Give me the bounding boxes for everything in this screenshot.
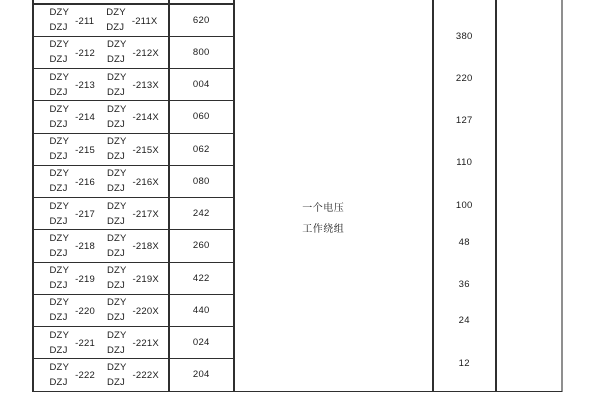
model-prefix-stack	[50, 5, 70, 35]
table-row	[34, 166, 169, 198]
model-code: 062	[192, 143, 210, 155]
model-suffix: -216	[75, 176, 95, 188]
model-prefix: DZJ	[49, 312, 68, 324]
model-designation-a	[50, 231, 95, 261]
model-prefix: DZY	[49, 200, 70, 212]
model-designation-b	[107, 231, 159, 261]
table-row	[34, 69, 169, 101]
model-code: 260	[192, 240, 210, 252]
table-row	[34, 37, 169, 69]
table-row	[34, 134, 169, 166]
model-prefix: DZY	[106, 136, 127, 148]
voltage-value: 220	[455, 73, 473, 84]
model-prefix: DZJ	[49, 215, 68, 227]
model-prefix: DZY	[106, 39, 127, 51]
table-row	[34, 359, 169, 390]
model-code: 800	[192, 46, 210, 58]
model-prefix-stack	[106, 5, 126, 35]
voltage-column	[434, 0, 496, 392]
model-prefix-stack	[50, 231, 70, 261]
table-row	[170, 134, 234, 166]
voltage-value: 36	[458, 279, 470, 290]
model-suffix: -217	[75, 209, 95, 221]
model-designation-b	[107, 263, 159, 293]
model-prefix: DZY	[106, 329, 127, 341]
model-prefix-stack	[107, 328, 127, 358]
model-prefix-stack	[50, 134, 70, 164]
model-prefix: DZY	[106, 297, 127, 309]
voltage-value: 24	[458, 315, 470, 326]
model-suffix: -220X	[132, 305, 159, 317]
model-prefix: DZJ	[106, 22, 125, 34]
model-prefix: DZJ	[106, 280, 125, 292]
model-prefix: DZJ	[49, 151, 68, 163]
model-code: 024	[192, 337, 210, 349]
voltage-value: 12	[458, 358, 470, 369]
model-designation-a	[50, 328, 95, 358]
model-designation-a	[50, 70, 95, 100]
table-row	[170, 166, 234, 198]
model-prefix: DZY	[106, 7, 126, 19]
model-suffix: -218	[75, 241, 95, 253]
model-prefix: DZY	[49, 168, 70, 180]
model-prefix: DZJ	[106, 54, 125, 66]
model-prefix-stack	[107, 199, 127, 229]
model-prefix-stack	[50, 166, 70, 196]
model-prefix-stack	[107, 166, 127, 196]
model-suffix: -214	[75, 112, 95, 124]
model-prefix-stack	[50, 263, 70, 293]
table-row	[170, 37, 234, 69]
model-prefix: DZY	[49, 361, 70, 373]
model-prefix-stack	[50, 328, 70, 358]
model-prefix: DZY	[49, 103, 70, 115]
table-row	[170, 69, 234, 101]
model-prefix: DZJ	[106, 86, 125, 98]
winding-description	[235, 198, 413, 240]
table-row	[170, 230, 234, 262]
model-prefix: DZJ	[49, 118, 68, 130]
model-prefix-stack	[107, 37, 127, 67]
model-prefix: DZY	[49, 71, 70, 83]
model-prefix: DZY	[106, 71, 127, 83]
model-prefix: DZJ	[106, 312, 125, 324]
model-code: 080	[192, 175, 210, 187]
model-suffix: -211X	[131, 15, 158, 27]
model-designation-b	[107, 360, 159, 390]
model-suffix: -215X	[132, 144, 159, 156]
model-prefix: DZJ	[49, 280, 68, 292]
model-code: 422	[192, 272, 210, 284]
model-prefix: DZY	[106, 168, 127, 180]
table-border-right	[561, 0, 563, 392]
model-designation-b	[107, 166, 159, 196]
code-column	[170, 5, 234, 391]
table-row	[170, 5, 234, 37]
table-row	[170, 295, 234, 327]
model-designation-b	[107, 134, 159, 164]
model-designation-a	[50, 37, 95, 67]
model-designation-a	[50, 263, 95, 293]
model-prefix-stack	[50, 37, 70, 67]
empty-column	[497, 0, 561, 392]
model-prefix: DZJ	[49, 344, 68, 356]
model-code: 242	[192, 208, 210, 220]
model-prefix: DZY	[49, 39, 70, 51]
table-row	[34, 230, 169, 262]
model-suffix: -221X	[132, 338, 159, 350]
table-row	[170, 198, 234, 230]
model-prefix: DZY	[49, 329, 70, 341]
model-prefix: DZJ	[49, 376, 68, 388]
model-prefix: DZJ	[49, 22, 68, 34]
model-prefix-stack	[50, 102, 70, 132]
model-designation-a	[50, 102, 95, 132]
model-prefix: DZJ	[49, 86, 68, 98]
model-prefix: DZY	[106, 103, 127, 115]
model-prefix: DZJ	[49, 183, 68, 195]
model-prefix-stack	[50, 360, 70, 390]
model-prefix: DZY	[106, 232, 127, 244]
model-prefix-stack	[107, 102, 127, 132]
model-prefix-stack	[107, 70, 127, 100]
voltage-value: 127	[455, 115, 473, 126]
model-suffix: -213	[75, 80, 95, 92]
model-suffix: -216X	[132, 176, 159, 188]
model-prefix: DZY	[49, 136, 70, 148]
model-prefix-stack	[107, 263, 127, 293]
winding-description-line-2: 工作绕组	[302, 224, 345, 235]
model-prefix: DZY	[49, 232, 70, 244]
model-designation-a	[50, 199, 95, 229]
model-prefix: DZJ	[49, 247, 68, 259]
table-row	[34, 5, 169, 37]
model-spec-table	[32, 0, 562, 393]
model-prefix: DZJ	[106, 118, 125, 130]
model-designation-b	[107, 102, 159, 132]
model-prefix-stack	[107, 360, 127, 390]
model-prefix: DZY	[106, 361, 127, 373]
model-suffix: -220	[75, 305, 95, 317]
model-code: 060	[192, 111, 210, 123]
model-designation-a	[50, 134, 95, 164]
model-prefix-stack	[107, 295, 127, 325]
model-suffix: -215	[75, 144, 95, 156]
model-suffix: -211	[75, 15, 95, 27]
model-designation-b	[106, 5, 157, 35]
table-row	[170, 101, 234, 133]
model-suffix: -219	[75, 273, 95, 285]
model-code: 620	[192, 14, 210, 26]
model-code: 204	[192, 369, 210, 381]
model-prefix-stack	[50, 295, 70, 325]
voltage-value: 100	[455, 200, 473, 211]
model-designation-a	[50, 295, 95, 325]
model-code: 440	[192, 304, 210, 316]
voltage-value: 48	[458, 237, 470, 248]
winding-description-cell	[235, 0, 433, 392]
model-suffix: -218X	[132, 241, 159, 253]
model-suffix: -219X	[132, 273, 159, 285]
model-prefix: DZJ	[106, 344, 125, 356]
model-prefix: DZY	[106, 200, 127, 212]
model-designation-b	[107, 70, 159, 100]
table-row	[170, 359, 234, 390]
model-designation-b	[107, 295, 159, 325]
voltage-value: 380	[455, 31, 473, 42]
model-suffix: -214X	[132, 112, 159, 124]
model-prefix: DZJ	[106, 183, 125, 195]
model-code: 004	[192, 79, 210, 91]
model-suffix: -213X	[132, 80, 159, 92]
model-suffix: -212	[75, 47, 95, 59]
model-designation-a	[50, 360, 95, 390]
model-designation-b	[107, 328, 159, 358]
model-column	[34, 5, 169, 391]
table-row	[34, 101, 169, 133]
model-suffix: -222X	[132, 370, 159, 382]
model-designation-b	[107, 199, 159, 229]
winding-description-line-1: 一个电压	[302, 203, 345, 214]
model-prefix: DZY	[49, 7, 70, 19]
model-prefix: DZY	[49, 265, 70, 277]
model-prefix: DZJ	[49, 54, 68, 66]
model-prefix-stack	[107, 231, 127, 261]
model-suffix: -217X	[132, 209, 159, 221]
table-row	[34, 295, 169, 327]
model-prefix-stack	[50, 70, 70, 100]
model-prefix-stack	[50, 199, 70, 229]
model-prefix: DZJ	[106, 151, 125, 163]
model-suffix: -212X	[132, 47, 159, 59]
table-row	[170, 263, 234, 295]
table-row	[34, 327, 169, 359]
model-designation-a	[50, 166, 95, 196]
model-prefix-stack	[107, 134, 127, 164]
model-prefix: DZY	[106, 265, 127, 277]
table-row	[170, 327, 234, 359]
table-row	[34, 198, 169, 230]
model-suffix: -222	[75, 370, 95, 382]
model-prefix: DZJ	[106, 215, 125, 227]
model-prefix: DZJ	[106, 247, 125, 259]
model-suffix: -221	[75, 338, 95, 350]
model-prefix: DZY	[49, 297, 70, 309]
model-designation-a	[50, 5, 95, 35]
model-designation-b	[107, 37, 159, 67]
table-row	[34, 263, 169, 295]
voltage-value: 110	[456, 157, 473, 168]
model-prefix: DZJ	[106, 376, 125, 388]
